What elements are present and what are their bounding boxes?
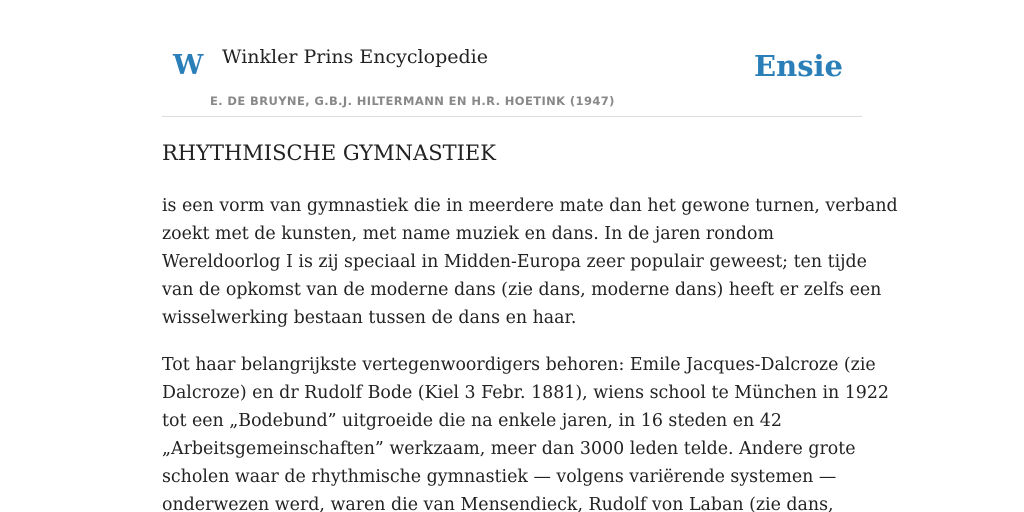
article-body bbox=[162, 192, 898, 512]
text-line: Wereldoorlog I is zij speciaal in Midden-Europa zeer populair geweest; ten tijde bbox=[162, 252, 867, 272]
text-line: van de opkomst van de moderne dans (zie dans, moderne dans) heeft er zelfs een bbox=[162, 280, 882, 300]
text-line: onderwezen werd, waren die van Mensendieck, Rudolf von Laban (zie dans, bbox=[162, 495, 834, 512]
text-line: wisselwerking bestaan tussen de dans en haar. bbox=[162, 308, 577, 328]
text-line: „Arbeitsgemeinschaften” werkzaam, meer dan 3000 leden telde. Andere grote bbox=[162, 439, 856, 459]
page bbox=[162, 0, 898, 512]
header bbox=[162, 0, 862, 117]
publication-logo[interactable]: W bbox=[173, 50, 204, 81]
brand-logo[interactable]: Ensie bbox=[754, 49, 843, 83]
paragraph-2 bbox=[162, 351, 890, 512]
paragraph-1 bbox=[162, 192, 898, 332]
article-title: RHYTHMISCHE GYMNASTIEK bbox=[162, 141, 496, 165]
text-line: Dalcroze) en dr Rudolf Bode (Kiel 3 Febr. 1881), wiens school te München in 1922 bbox=[162, 383, 890, 403]
text-line: tot een „Bodebund” uitgroeide die na enkele jaren, in 16 steden en 42 bbox=[162, 411, 782, 431]
text-line: zoekt met de kunsten, met name muziek en dans. In de jaren rondom bbox=[162, 224, 775, 244]
publication-title[interactable]: Winkler Prins Encyclopedie bbox=[222, 46, 488, 68]
text-line: is een vorm van gymnastiek die in meerdere mate dan het gewone turnen, verband bbox=[162, 196, 898, 216]
text-line: scholen waar de rhythmische gymnastiek — volgens variërende systemen — bbox=[162, 467, 837, 487]
text-line: Tot haar belangrijkste vertegenwoordigers behoren: Emile Jacques-Dalcroze (zie bbox=[162, 355, 876, 375]
authors: E. DE BRUYNE, G.B.J. HILTERMANN EN H.R. HOETINK (1947) bbox=[210, 94, 615, 108]
